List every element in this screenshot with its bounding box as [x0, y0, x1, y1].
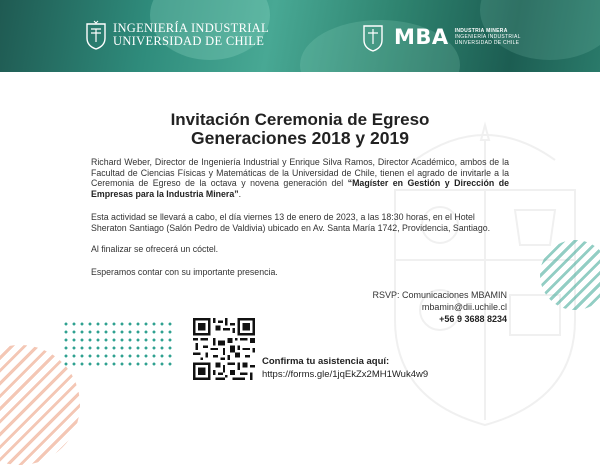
- mba-logo: [362, 22, 521, 52]
- rsvp-contact: RSVP: Comunicaciones MBAMIN: [372, 290, 507, 300]
- ingenieria-industrial-logo: [85, 20, 269, 50]
- mba-wordmark: MBA: [394, 25, 449, 49]
- confirm-label: Confirma tu asistencia aquí:: [262, 356, 390, 367]
- brand-line-2: UNIVERSIDAD DE CHILE: [113, 34, 265, 48]
- mba-sub-2: INGENIERÍA INDUSTRIAL: [454, 34, 521, 40]
- decorative-dots: [62, 320, 174, 366]
- header-banner: [0, 0, 600, 72]
- mba-crest-icon: [362, 22, 384, 52]
- university-crest-icon: [85, 20, 107, 50]
- confirm-block: [262, 355, 428, 381]
- p1-text: Richard Weber, Director de Ingeniería Industrial y Enrique Silva Ramos, Director Académico, ambos de la Facultad de Ciencias Físicas y Matemáticas de la Universidad de Chile, tienen el agrado de invitarle a la Ceremonia de Egreso de la octava y novena generación del: [91, 157, 509, 189]
- invitation-title: Invitación Ceremonia de Egreso: [170, 110, 430, 129]
- rsvp-block: [372, 289, 507, 325]
- confirm-link[interactable]: https://forms.gle/1jqEkZx2MH1Wuk4w9: [262, 369, 429, 380]
- invitation-paragraph-2: Esta actividad se llevará a cabo, el día viernes 13 de enero de 2023, a las 18:30 horas, en el Hotel Sheraton Santiago (Salón Pedro de Valdivia) ubicado en Av. Santa María 1742, Providencia, Santiago.: [91, 212, 491, 233]
- invitation-paragraph-4: Esperamos contar con su importante presencia.: [91, 267, 278, 277]
- invitation-subtitle: Generaciones 2018 y 2019: [191, 128, 409, 148]
- qr-code-icon[interactable]: [193, 318, 255, 380]
- invitation-paragraph-1: [91, 157, 509, 199]
- mba-sub-1: INDUSTRIA MINERA: [454, 28, 508, 34]
- brand-line-1: INGENIERÍA INDUSTRIAL: [113, 21, 269, 35]
- rsvp-email[interactable]: mbamin@dii.uchile.cl: [421, 302, 507, 312]
- rsvp-phone: +56 9 3688 8234: [439, 314, 507, 324]
- program-name: “Magíster en Gestión y Dirección de Empresas para la Industria Minera”: [91, 178, 510, 199]
- mba-sub-3: UNIVERSIDAD DE CHILE: [454, 40, 520, 46]
- invitation-paragraph-3: Al finalizar se ofrecerá un cóctel.: [91, 244, 219, 254]
- p1-end: .: [238, 188, 242, 199]
